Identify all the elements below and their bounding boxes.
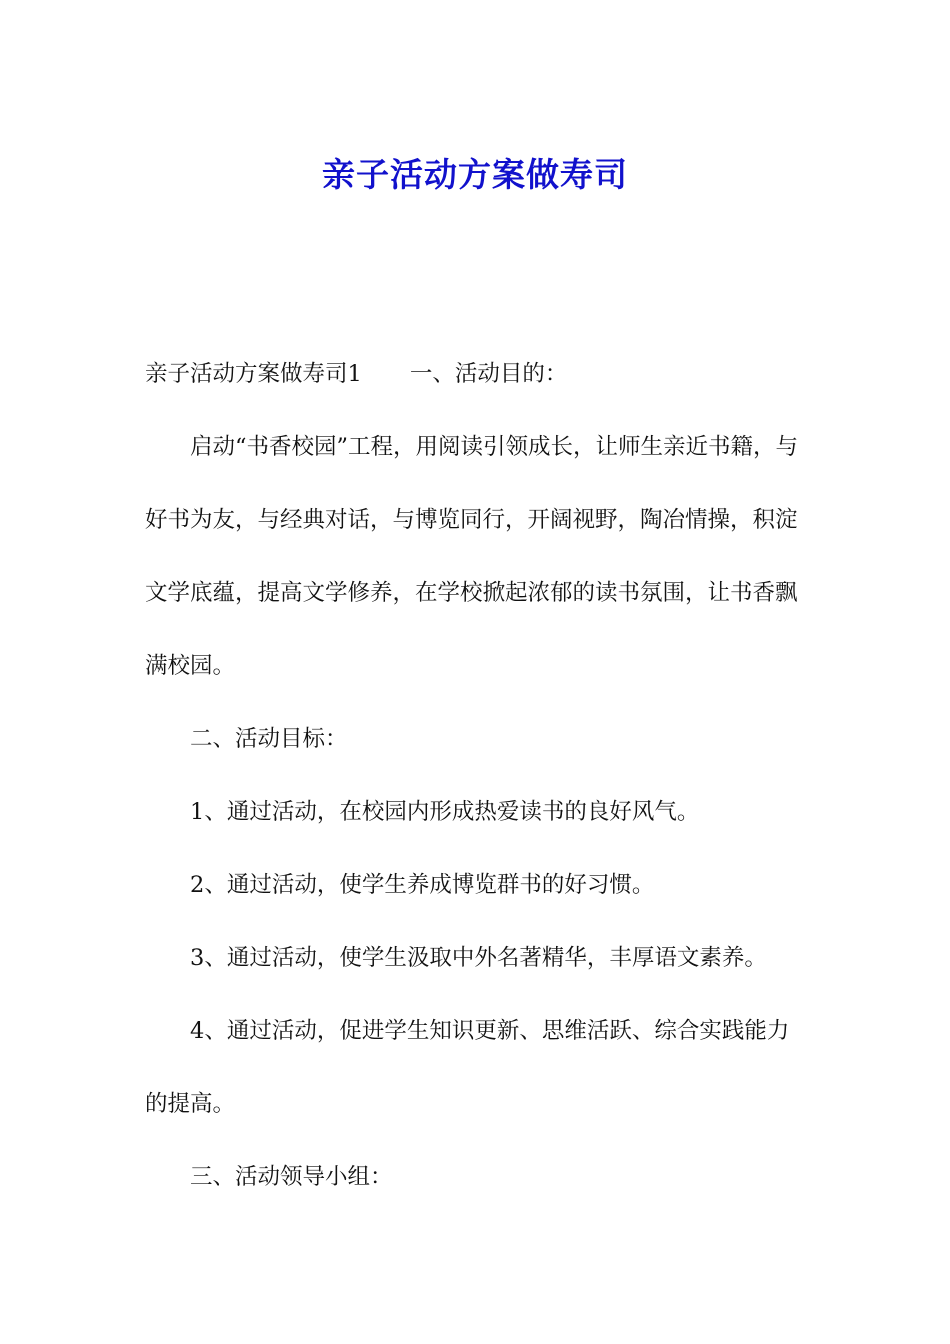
leadership-heading: 三、活动领导小组： [190, 1164, 393, 1190]
first-line [145, 338, 807, 411]
goals-heading: 二、活动目标： [190, 726, 348, 752]
goal-item: 3、通过活动，使学生汲取中外名著精华，丰厚语文素养。 [190, 945, 767, 971]
document-title: 亲子活动方案做寿司 [322, 155, 628, 195]
section-heading: 亲子活动方案做寿司1 [145, 361, 362, 387]
purpose-heading: 一、活动目的： [409, 361, 568, 387]
goal-item: 4、通过活动，促进学生知识更新、思维活跃、综合实践能力的提高。 [145, 1018, 790, 1117]
goal-item: 2、通过活动，使学生养成博览群书的好习惯。 [190, 872, 655, 898]
goal-item: 1、通过活动，在校园内形成热爱读书的良好风气。 [190, 799, 700, 825]
document-body [145, 338, 807, 1214]
purpose-paragraph: 启动“书香校园”工程，用阅读引领成长，让师生亲近书籍，与好书为友，与经典对话，与博览同行，开阔视野，陶冶情操，积淀文学底蕴，提高文学修养，在学校掀起浓郁的读书氛围，让书香飘满校园。 [145, 434, 799, 679]
